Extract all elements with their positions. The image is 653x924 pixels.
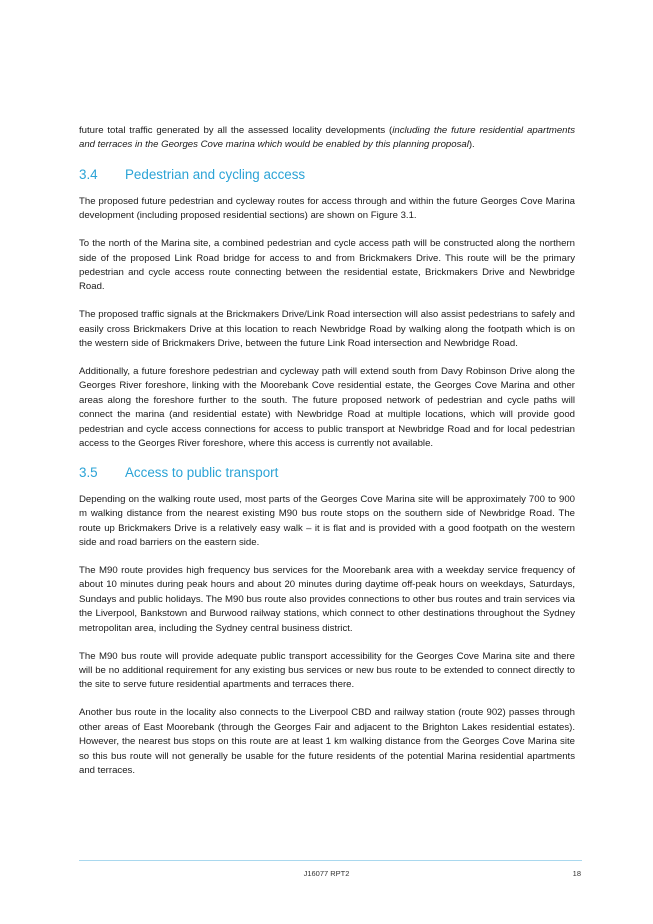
section-title: Pedestrian and cycling access [125,166,306,182]
intro-italic-text: including the future residential apartments and terraces in the Georges Cove marina which would be enabled by this planning proposal [79,125,575,151]
paragraph: Additionally, a future foreshore pedestrian and cycleway path will extend south from Davy Robinson Drive along the Georges River foreshore, linking with the Moorebank Cove residential estate, the Georges Cove Marina and other areas along the foreshore further to the south. The future proposed network of pedestrian and cycle paths will connect the marina (and residential estate) with Newbridge Road at multiple locations, which will provide good pedestrian and cycle access connections for access to public transport at Newbridge Road and for local pedestrian access to the Georges River foreshore, where this access is currently not available. [79,365,575,449]
paragraph: Depending on the walking route used, most parts of the Georges Cove Marina site will be approximately 700 to 900 m walking distance from the nearest existing M90 bus route stops on the southern side of Newbridge Road. The route up Brickmakers Drive is a relatively easy walk – it is flat and is provided with a good footpath on the western side and road barriers on the eastern side. [79,493,575,549]
paragraph: The M90 route provides high frequency bus services for the Moorebank area with a weekday service frequency of about 10 minutes during peak hours and about 20 minutes during daytime off-peak hours on weekdays, Saturdays, Sundays and public holidays. The M90 bus route also provides connections to other bus routes and train services via the Liverpool, Bankstown and Burwood railway stations, which connect to other destinations throughout the Sydney metropolitan area, including the Sydney central business district. [79,565,575,634]
footer-divider [79,860,582,861]
page-number: 18 [572,869,581,878]
paragraph: The proposed future pedestrian and cycleway routes for access through and within the future Georges Cove Marina development (including proposed residential sections) are shown on Figure 3.1. [79,195,575,222]
paragraph: The proposed traffic signals at the Brickmakers Drive/Link Road intersection will also assist pedestrians to safely and easily cross Brickmakers Drive at this location to reach Newbridge Road by walking along the footpath which is on the western side of Brickmakers Drive, between the future Link Road intersection and Newbridge Road. [79,309,575,350]
paragraph: Another bus route in the locality also connects to the Liverpool CBD and railway station (route 902) passes through other areas of East Moorebank (through the Georges Fair and adjacent to the Brighton Lakes residential estates). However, the nearest bus stops on this route are at least 1 km walking distance from the Georges Cove Marina site so this bus route will not generally be usable for the future residents of the potential Marina residential apartments and terraces. [79,707,575,776]
section-heading-3-5 [79,465,575,481]
paragraph: The M90 bus route will provide adequate public transport accessibility for the Georges Cove Marina site and there will be no additional requirement for any existing bus services or new bus route to be extended to connect directly to the site to serve future residential apartments and terraces there. [79,650,575,691]
section-title: Access to public transport [125,464,279,480]
section-number: 3.5 [79,464,98,480]
section-number: 3.4 [79,166,98,182]
section-heading-3-4 [79,167,575,183]
footer-reference: J16077 RPT2 [303,869,350,878]
intro-text-after: ). [468,139,475,151]
paragraph: To the north of the Marina site, a combined pedestrian and cycle access path will be constructed along the northern side of the proposed Link Road bridge for access to and from Brickmakers Drive. This route will be the primary pedestrian and cycle access route connecting between the residential estate, Brickmakers Drive and Newbridge Road. [79,238,575,293]
intro-paragraph [79,124,575,153]
document-body [79,124,575,792]
intro-text-before: future total traffic generated by all the assessed locality developments ( [79,125,393,136]
